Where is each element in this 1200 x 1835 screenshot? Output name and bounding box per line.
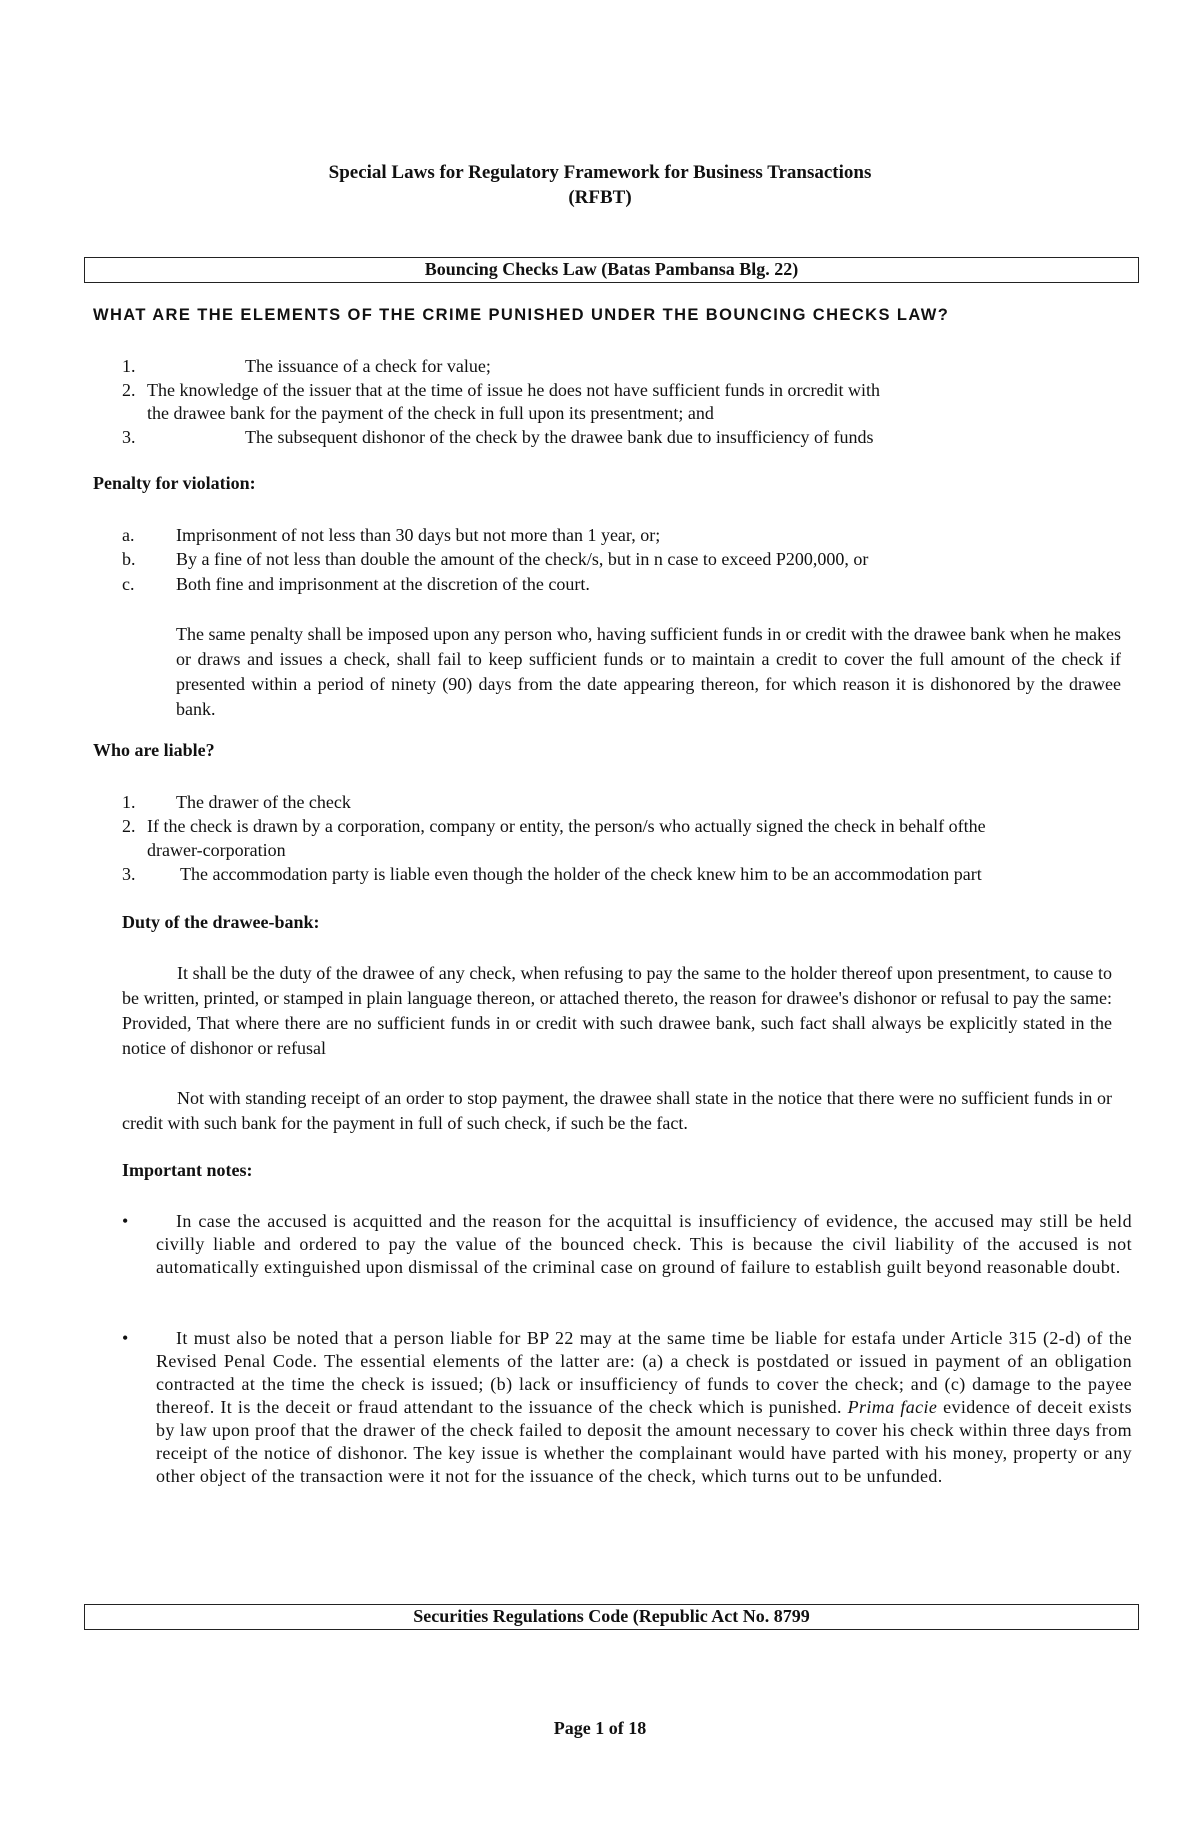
bullet-icon: • — [122, 1211, 129, 1231]
list-number: 1. — [122, 356, 136, 376]
penalty-item: Both fine and imprisonment at the discretion of the court. — [176, 574, 590, 594]
duty-paragraph-2 — [122, 1086, 1112, 1136]
duty-heading: Duty of the drawee-bank: — [122, 912, 320, 932]
list-number: 1. — [122, 792, 136, 812]
liable-item-continuation: drawer-corporation — [147, 840, 286, 860]
liable-item: The drawer of the check — [176, 792, 351, 812]
note-1-text: In case the accused is acquitted and the reason for the acquittal is insufficiency of evidence, the accused may still be held civilly liable and ordered to pay the value of the bounced check. This is because the civil liability of the accused is not automatically extinguished upon dismissal of the criminal case on ground of failure to establish guilt beyond reasonable doubt. — [156, 1211, 1132, 1277]
list-item: The subsequent dishonor of the check by the drawee bank due to insufficiency of funds — [245, 427, 874, 447]
list-letter: b. — [122, 549, 136, 569]
penalty-note: The same penalty shall be imposed upon any person who, having sufficient funds in or credit with the drawee bank when he makes or draws and issues a check, shall fail to keep sufficient funds or to maintain a credit to cover the full amount of the check if presented within a period of ninety (90) days from the date appearing thereon, for which reason it is dishonored by the drawee bank. — [176, 624, 1121, 719]
list-number: 3. — [122, 864, 136, 884]
penalty-item: By a fine of not less than double the amount of the check/s, but in n case to exceed P200,000, or — [176, 549, 869, 569]
penalty-item: Imprisonment of not less than 30 days but not more than 1 year, or; — [176, 525, 661, 545]
notes-heading: Important notes: — [122, 1160, 253, 1180]
note-2-text-b: evidence of deceit exists by law upon proof that the drawer of the check failed to deposit the amount necessary to cover his check within three days from receipt of the notice of dishonor. The key issue is whether the complainant would have parted with his money, property or any other object of the transaction were it not for the issuance of the check, which turns out to be unfunded. — [156, 1397, 1132, 1486]
list-item: The knowledge of the issuer that at the time of issue he does not have sufficient funds in orcredit with — [147, 380, 880, 400]
liable-item: If the check is drawn by a corporation, company or entity, the person/s who actually signed the check in behalf ofthe — [147, 816, 986, 836]
note-2 — [156, 1327, 1132, 1488]
elements-question: WHAT ARE THE ELEMENTS OF THE CRIME PUNISHED UNDER THE BOUNCING CHECKS LAW? — [93, 306, 950, 324]
document-title: Special Laws for Regulatory Framework for Business Transactions — [328, 162, 872, 183]
note-1 — [156, 1210, 1132, 1279]
duty-paragraph-1 — [122, 961, 1112, 1061]
duty-paragraph-1-text: It shall be the duty of the drawee of any check, when refusing to pay the same to the holder thereof upon presentment, to cause to be written, printed, or stamped in plain language thereon, or attached thereto, the reason for drawee's dishonor or refusal to pay the same: Provided, That where there are no sufficient funds in or credit with such drawee bank, such fact shall always be explicitly stated in the notice of dishonor or refusal — [122, 963, 1112, 1058]
penalty-heading: Penalty for violation: — [93, 473, 256, 493]
bullet-icon: • — [122, 1328, 129, 1348]
list-item: The issuance of a check for value; — [245, 356, 491, 376]
liable-item: The accommodation party is liable even though the holder of the check knew him to be an accommodation part — [180, 864, 982, 884]
list-letter: c. — [122, 574, 135, 594]
list-item-continuation: the drawee bank for the payment of the check in full upon its presentment; and — [147, 403, 714, 423]
note-2-text-a: It must also be noted that a person liable for BP 22 may at the same time be liable for estafa under Article 315 (2-d) of the Revised Penal Code. The essential elements of the latter are: (a) a check is postdated or issued in payment of an obligation contracted at the time the check is issued; (b) lack or insufficiency of funds to cover the check; and (c) damage to the payee thereof. It is the deceit or fraud attendant to the issuance of the check which is punished. — [156, 1328, 1132, 1417]
section-header-bouncing-checks: Bouncing Checks Law (Batas Pambansa Blg. 22) — [84, 257, 1139, 283]
section-header-securities-code: Securities Regulations Code (Republic Act No. 8799 — [84, 1604, 1139, 1630]
list-number: 3. — [122, 427, 136, 447]
duty-paragraph-2-text: Not with standing receipt of an order to stop payment, the drawee shall state in the notice that there were no sufficient funds in or credit with such bank for the payment in full of such check, if such be the fact. — [122, 1088, 1112, 1133]
document-subtitle: (RFBT) — [568, 187, 632, 208]
liable-heading: Who are liable? — [93, 740, 215, 760]
list-letter: a. — [122, 525, 135, 545]
page-number: Page 1 of 18 — [553, 1718, 647, 1738]
list-number: 2. — [122, 816, 136, 836]
note-2-italic: Prima facie — [847, 1397, 938, 1417]
list-number: 2. — [122, 380, 136, 400]
